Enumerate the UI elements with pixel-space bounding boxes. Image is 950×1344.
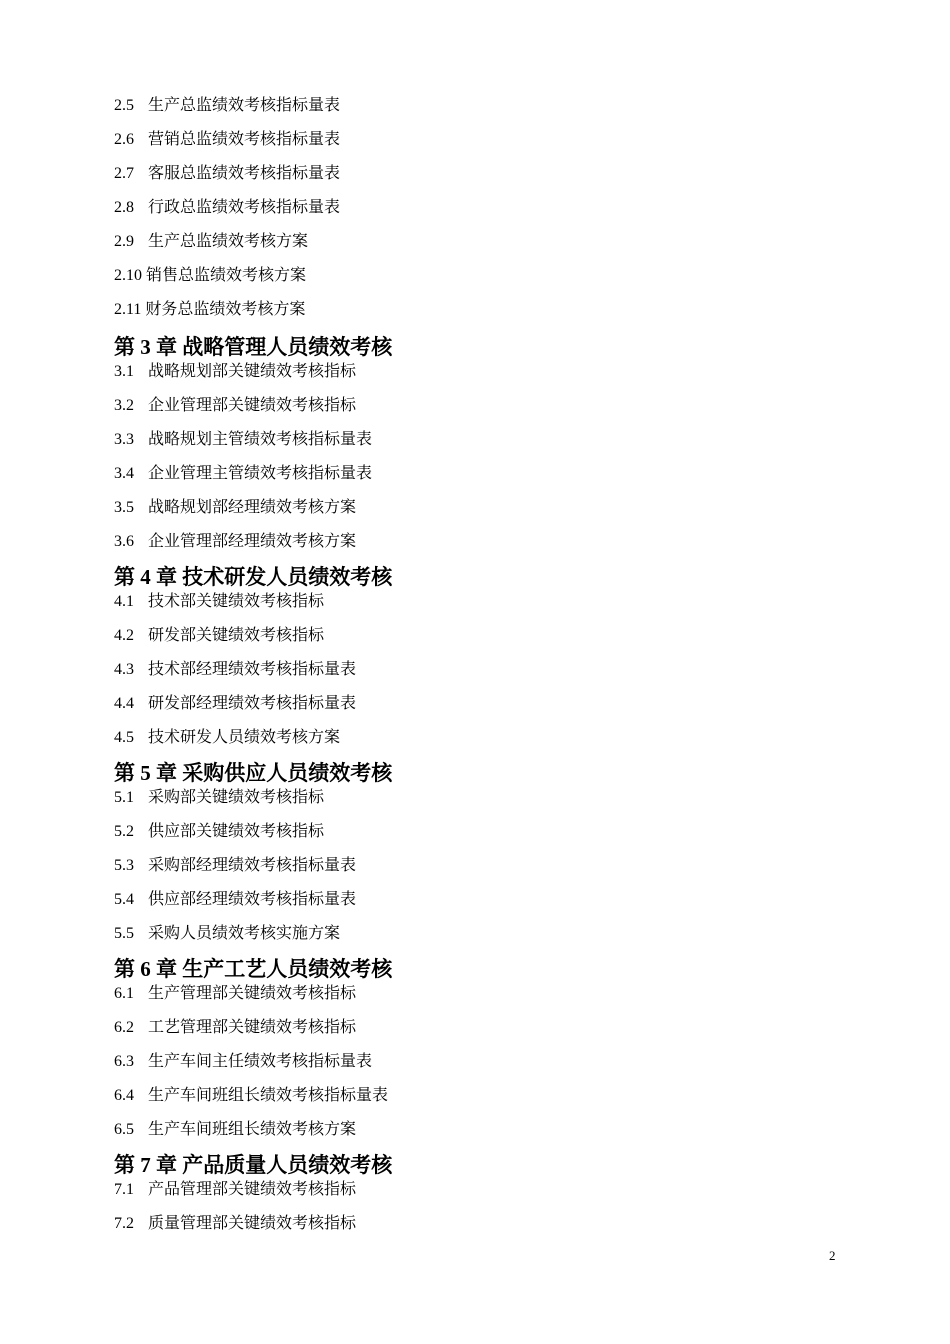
toc-entry [114,726,340,750]
toc-entry-title: 研发部关键绩效考核指标 [148,627,325,644]
page-number: 2 [829,1248,836,1263]
toc-entry-number: 3.4 [114,465,134,482]
toc-entry [114,624,324,648]
toc-entry-title: 生产车间班组长绩效考核指标量表 [148,1087,389,1104]
toc-entry-number: 2.5 [114,97,134,114]
toc-entry [114,162,340,186]
toc-entry-number: 6.5 [114,1121,134,1138]
toc-entry-number: 3.5 [114,499,134,516]
toc-entry [114,530,356,554]
toc-entry-title: 采购部经理绩效考核指标量表 [148,857,357,874]
chapter-heading: 第 7 章 产品质量人员绩效考核 [114,1153,393,1177]
toc-entry-number: 7.1 [114,1181,134,1198]
toc-entry-number: 3.2 [114,397,134,414]
toc-entry-title: 财务总监绩效考核方案 [145,301,306,318]
toc-entry-title: 企业管理主管绩效考核指标量表 [148,465,373,482]
toc-entry-number: 2.11 [114,301,142,318]
toc-entry-title: 研发部经理绩效考核指标量表 [148,695,357,712]
toc-entry-title: 生产车间主任绩效考核指标量表 [148,1053,373,1070]
toc-entry-number: 3.6 [114,533,134,550]
toc-entry-number: 6.4 [114,1087,134,1104]
toc-entry [114,982,356,1006]
toc-entry-number: 4.5 [114,729,134,746]
toc-entry-title: 生产总监绩效考核方案 [148,233,309,250]
toc-entry [114,360,356,384]
toc-entry-title: 战略规划主管绩效考核指标量表 [148,431,373,448]
toc-entry-title: 客服总监绩效考核指标量表 [148,165,341,182]
toc-entry-number: 5.2 [114,823,134,840]
toc-entry-title: 技术部经理绩效考核指标量表 [148,661,357,678]
toc-entry-title: 行政总监绩效考核指标量表 [148,199,341,216]
chapter-heading: 第 6 章 生产工艺人员绩效考核 [114,957,393,981]
toc-entry [114,1084,388,1108]
toc-entry-number: 2.6 [114,131,134,148]
chapter-heading: 第 4 章 技术研发人员绩效考核 [114,565,393,589]
toc-entry [114,922,340,946]
toc-entry [114,1178,356,1202]
toc-entry [114,658,356,682]
toc-entry [114,692,356,716]
toc-entry-title: 生产总监绩效考核指标量表 [148,97,341,114]
toc-entry-title: 生产管理部关键绩效考核指标 [148,985,357,1002]
chapter-heading: 第 3 章 战略管理人员绩效考核 [114,335,393,359]
toc-entry-number: 6.2 [114,1019,134,1036]
toc-entry-number: 2.10 [114,267,142,284]
toc-entry [114,786,324,810]
toc-entry-number: 3.3 [114,431,134,448]
toc-entry [114,196,340,220]
toc-entry-number: 6.3 [114,1053,134,1070]
toc-entry-number: 4.4 [114,695,134,712]
toc-entry-title: 采购人员绩效考核实施方案 [148,925,341,942]
toc-entry-title: 战略规划部经理绩效考核方案 [148,499,357,516]
toc-entry [114,1118,356,1142]
toc-entry-number: 5.3 [114,857,134,874]
toc-entry [114,298,305,322]
toc-entry [114,462,372,486]
toc-entry [114,590,324,614]
toc-entry [114,128,340,152]
toc-entry-number: 2.9 [114,233,134,250]
toc-entry-title: 供应部关键绩效考核指标 [148,823,325,840]
toc-entry [114,888,356,912]
toc-entry-title: 技术研发人员绩效考核方案 [148,729,341,746]
toc-entry-number: 3.1 [114,363,134,380]
toc-entry [114,1050,372,1074]
toc-entry [114,394,356,418]
toc-entry [114,854,356,878]
toc-entry-number: 5.5 [114,925,134,942]
toc-entry-number: 5.1 [114,789,134,806]
toc-entry [114,94,340,118]
toc-entry-title: 企业管理部经理绩效考核方案 [148,533,357,550]
toc-entry [114,1016,356,1040]
toc-entry-number: 7.2 [114,1215,134,1232]
toc-entry-title: 营销总监绩效考核指标量表 [148,131,341,148]
toc-entry-number: 4.1 [114,593,134,610]
toc-entry-title: 技术部关键绩效考核指标 [148,593,325,610]
toc-entry-title: 销售总监绩效考核方案 [146,267,307,284]
toc-entry-title: 产品管理部关键绩效考核指标 [148,1181,357,1198]
toc-entry-number: 5.4 [114,891,134,908]
toc-entry-number: 4.3 [114,661,134,678]
toc-entry-title: 企业管理部关键绩效考核指标 [148,397,357,414]
toc-entry-title: 采购部关键绩效考核指标 [148,789,325,806]
toc-entry-number: 4.2 [114,627,134,644]
toc-entry-title: 质量管理部关键绩效考核指标 [148,1215,357,1232]
toc-entry-number: 6.1 [114,985,134,1002]
toc-entry [114,428,372,452]
toc-entry [114,820,324,844]
toc-entry [114,496,356,520]
toc-entry-title: 生产车间班组长绩效考核方案 [148,1121,357,1138]
toc-entry-title: 供应部经理绩效考核指标量表 [148,891,357,908]
toc-entry-number: 2.8 [114,199,134,216]
toc-entry [114,1212,356,1236]
toc-entry [114,264,306,288]
toc-entry-title: 战略规划部关键绩效考核指标 [148,363,357,380]
toc-entry-title: 工艺管理部关键绩效考核指标 [148,1019,357,1036]
toc-entry [114,230,308,254]
chapter-heading: 第 5 章 采购供应人员绩效考核 [114,761,393,785]
toc-entry-number: 2.7 [114,165,134,182]
